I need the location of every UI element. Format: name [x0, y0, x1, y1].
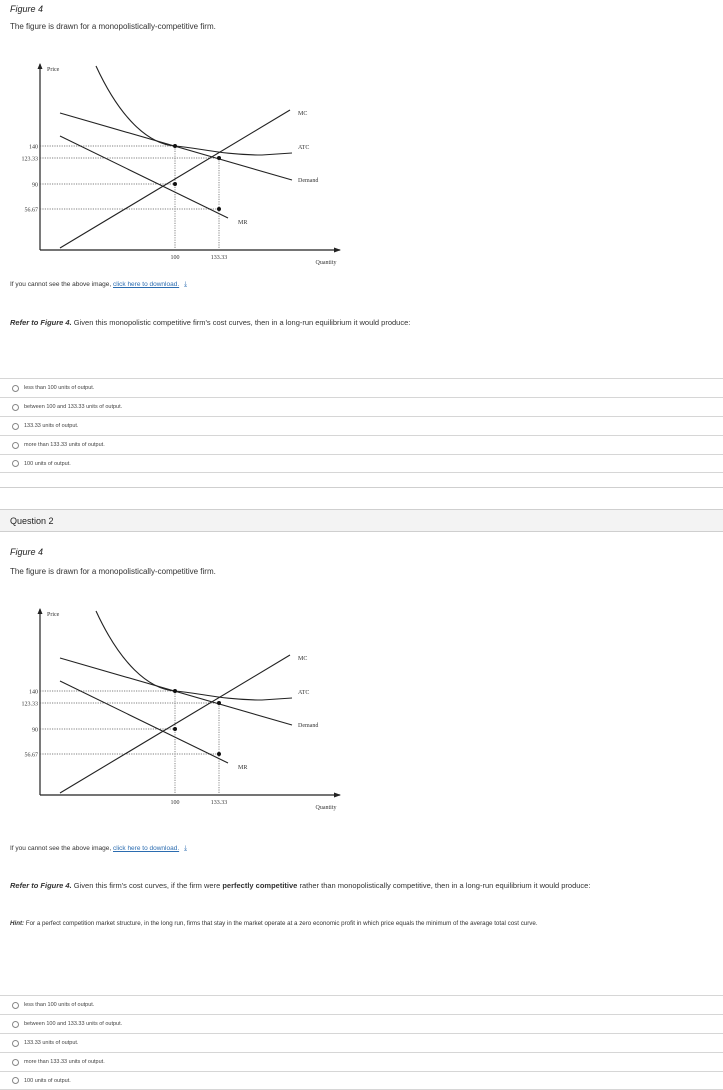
radio-button[interactable] [12, 404, 19, 411]
mc-curve [60, 655, 290, 793]
answer-option[interactable] [0, 397, 723, 416]
radio-button[interactable] [12, 385, 19, 392]
option-label: 100 units of output. [24, 1077, 71, 1084]
figure-subtitle: The figure is drawn for a monopolistically-competitive firm. [10, 567, 216, 576]
download-link[interactable]: click here to download. [113, 281, 180, 288]
quantity-tick-label: 133.33 [210, 255, 228, 261]
mr-label: MR [238, 765, 248, 771]
question-2-prompt [10, 881, 723, 890]
question-2-title: Question 2 [10, 516, 54, 526]
atc-curve [96, 611, 292, 700]
download-icon[interactable]: ⤓ [183, 845, 188, 852]
option-label: 100 units of output. [24, 460, 71, 467]
option-label: more than 133.33 units of output. [24, 1059, 105, 1065]
prompt-text: rather than monopolistically competitive, then in a long-run equilibrium it would produce: [297, 881, 591, 890]
option-label: more than 133.33 units of output. [24, 442, 105, 448]
radio-button[interactable] [12, 1021, 19, 1028]
price-tick-label: 140 [29, 689, 38, 696]
price-axis-arrow [38, 608, 43, 614]
figure-4-graph [0, 603, 360, 818]
option-label: less than 100 units of output. [24, 385, 95, 391]
answer-option[interactable] [0, 416, 723, 435]
radio-button[interactable] [12, 460, 19, 467]
answer-option[interactable] [0, 378, 723, 397]
radio-button[interactable] [12, 1040, 19, 1047]
figure-reference: Refer to Figure 4. [10, 318, 72, 327]
price-axis-arrow [38, 63, 43, 69]
hint-label: Hint: [10, 920, 25, 927]
radio-button[interactable] [12, 1077, 19, 1084]
figure-title: Figure 4 [10, 4, 44, 14]
price-tick-label: 123.33 [21, 156, 38, 163]
divider [0, 487, 723, 488]
quantity-tick-label: 133.33 [210, 800, 228, 806]
figure-title: Figure 4 [10, 547, 44, 557]
mc-label: MC [298, 656, 308, 662]
mr-curve [60, 136, 228, 218]
download-note [10, 845, 187, 853]
atc-curve [96, 66, 292, 155]
answer-option[interactable] [0, 1071, 723, 1090]
intersection-point [217, 207, 221, 211]
quantity-axis-label: Quantity [315, 805, 337, 811]
price-tick-label: 90 [32, 727, 38, 734]
quantity-tick-label: 100 [170, 800, 180, 806]
price-tick-label: 123.33 [21, 701, 38, 708]
mc-label: MC [298, 111, 308, 117]
price-axis-label: Price [47, 612, 60, 618]
figure-reference: Refer to Figure 4. [10, 881, 72, 890]
radio-button[interactable] [12, 1002, 19, 1009]
hint [10, 920, 723, 927]
answer-option[interactable] [0, 1052, 723, 1071]
download-note-text: If you cannot see the above image, [10, 845, 112, 852]
download-link[interactable]: click here to download. [113, 845, 180, 852]
option-label: 133.33 units of output. [24, 423, 79, 429]
prompt-emphasis: perfectly competitive [222, 881, 298, 890]
mr-curve [60, 681, 228, 763]
question-2-header [0, 509, 723, 532]
radio-button[interactable] [12, 1059, 19, 1066]
option-label: between 100 and 133.33 units of output. [24, 1021, 123, 1027]
price-tick-label: 140 [29, 144, 38, 151]
intersection-point [173, 182, 177, 186]
prompt-text: Given this firm's cost curves, if the firm were [71, 881, 223, 890]
intersection-point [217, 701, 221, 705]
question-1-prompt [10, 318, 410, 327]
intersection-point [173, 727, 177, 731]
answer-option[interactable] [0, 995, 723, 1014]
demand-label: Demand [298, 178, 319, 184]
intersection-point [173, 144, 177, 148]
option-label: less than 100 units of output. [24, 1002, 95, 1008]
question-1-options [0, 378, 723, 473]
radio-button[interactable] [12, 423, 19, 430]
intersection-point [217, 156, 221, 160]
hint-text: For a perfect competition market structure, in the long run, firms that stay in the market operate at a zero economic profit in which price equals the minimum of the average total cost curve. [24, 920, 538, 927]
intersection-point [173, 689, 177, 693]
quantity-axis-label: Quantity [315, 260, 337, 266]
radio-button[interactable] [12, 442, 19, 449]
graph-svg [0, 603, 360, 818]
prompt-text: Given this monopolistic competitive [71, 318, 191, 327]
answer-option[interactable] [0, 1014, 723, 1033]
mr-label: MR [238, 220, 248, 226]
quantity-tick-label: 100 [170, 255, 180, 261]
mc-curve [60, 110, 290, 248]
figure-4-graph [0, 58, 360, 273]
graph-svg [0, 58, 360, 273]
figure-subtitle: The figure is drawn for a monopolistically-competitive firm. [10, 22, 216, 31]
price-tick-label: 56.67 [24, 752, 38, 759]
question-2-options [0, 995, 723, 1090]
answer-option[interactable] [0, 435, 723, 454]
download-note-text: If you cannot see the above image, [10, 281, 112, 288]
answer-option[interactable] [0, 454, 723, 473]
quantity-axis-arrow [334, 793, 341, 798]
quantity-axis-arrow [334, 248, 341, 253]
atc-label: ATC [298, 690, 310, 696]
prompt-text: firm's cost curves, then in a long-run equilibrium it would produce: [190, 318, 411, 327]
download-icon[interactable]: ⤓ [183, 281, 188, 288]
download-note [10, 281, 187, 289]
option-label: 133.33 units of output. [24, 1040, 79, 1046]
price-axis-label: Price [47, 67, 60, 73]
price-tick-label: 90 [32, 182, 38, 189]
option-label: between 100 and 133.33 units of output. [24, 404, 123, 410]
demand-label: Demand [298, 723, 319, 729]
answer-option[interactable] [0, 1033, 723, 1052]
atc-label: ATC [298, 145, 310, 151]
price-tick-label: 56.67 [24, 207, 38, 214]
intersection-point [217, 752, 221, 756]
